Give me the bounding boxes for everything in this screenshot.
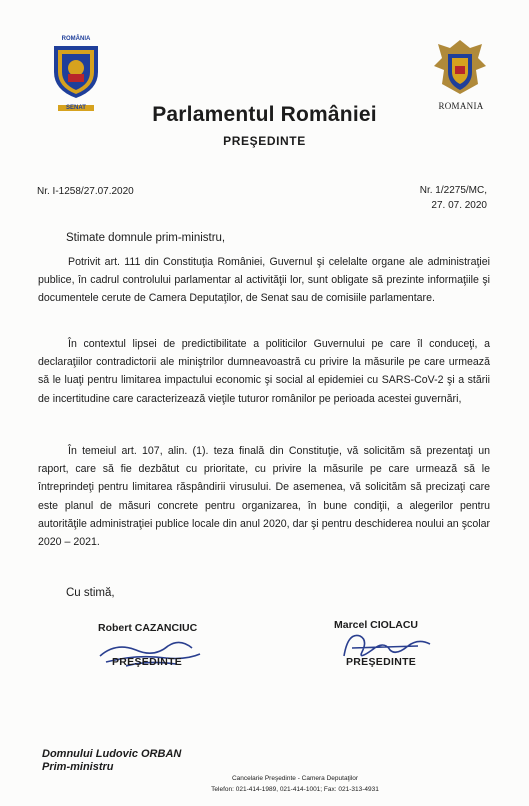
paragraph-3-text: În temeiul art. 107, alin. (1). teza finală din Constituţie, vă solicităm să prezentaţi un raport, care să fie dezbătut cu prioritate, cu privire la măsurile pe care urmează să le întreprindeţi pentru limitarea răspândirii virusului. De asemenea, vă solicităm să precizaţi care este planul de măsuri concrete pentru organizarea, în bune condiţii, a alegerilor pentru autorităţile administraţiei publice locale din anul 2020, dar şi pentru deschiderea noului an şcolar 2020 – 2021. (38, 445, 490, 549)
footer-phone: Telefon: 021-414-1989, 021-414-1001; Fax: 021-313-4931 (211, 786, 379, 793)
chamber-seal (430, 36, 490, 108)
document-title: Parlamentul României (152, 103, 377, 126)
letter-closing: Cu stimă, (66, 587, 115, 599)
addressee-block (42, 748, 181, 774)
registration-number-right (405, 183, 487, 213)
senate-seal-top-label: ROMÂNIA (61, 36, 91, 42)
letter-paragraph-2 (38, 335, 490, 408)
senate-seal-bottom-label: SENAT (58, 105, 94, 111)
left-signatory-title: PREŞEDINTE (112, 656, 183, 668)
paragraph-2-text: În contextul lipsei de predictibilitate a politicilor Guvernului pe care îl conduceţi, a declaraţiilor contradictorii ale miniştrilor dumneavoastră cu privire la măsurile pe care urmează să le luaţi pentru limitarea impactului economic şi social al epidemiei cu SARS-CoV-2 şi a stării de incertitudine care caracterizează vieţile tuturor românilor pe perioada acestei guvernări, (38, 338, 490, 405)
document-subtitle: PREŞEDINTE (223, 134, 306, 148)
letter-paragraph-1 (38, 253, 490, 308)
footer-contact (170, 773, 420, 795)
letter-paragraph-3 (38, 442, 490, 551)
left-signatory-name: Robert CAZANCIUC (98, 622, 198, 634)
registration-number-right-date: 27. 07. 2020 (431, 200, 487, 211)
letter-greeting: Stimate domnule prim-ministru, (66, 232, 226, 244)
footer-office: Cancelarie Preşedinte - Camera Deputaţilor (231, 775, 359, 782)
registration-number-right-line1: Nr. 1/2275/MC, (419, 185, 487, 196)
right-signatory-title: PREŞEDINTE (346, 656, 417, 668)
eagle-crest-icon (430, 36, 490, 98)
chamber-seal-label: ROMANIA (438, 101, 484, 111)
addressee-title: Prim-ministru (42, 761, 114, 773)
paragraph-1-text: Potrivit art. 111 din Constituţia României, Guvernul şi celelalte organe ale administraţiei publice, în cadrul controlului parlamentar al activităţii lor, sunt obligate să prezinte informaţiile şi documentele cerute de Camera Deputaţilor, de Senat sau de comisiile parlamentare. (38, 256, 490, 305)
registration-number-left: Nr. I-1258/27.07.2020 (37, 186, 134, 197)
coat-of-arms-icon (48, 42, 104, 100)
right-signatory-name: Marcel CIOLACU (334, 619, 419, 631)
addressee-name: Domnului Ludovic ORBAN (42, 748, 182, 760)
